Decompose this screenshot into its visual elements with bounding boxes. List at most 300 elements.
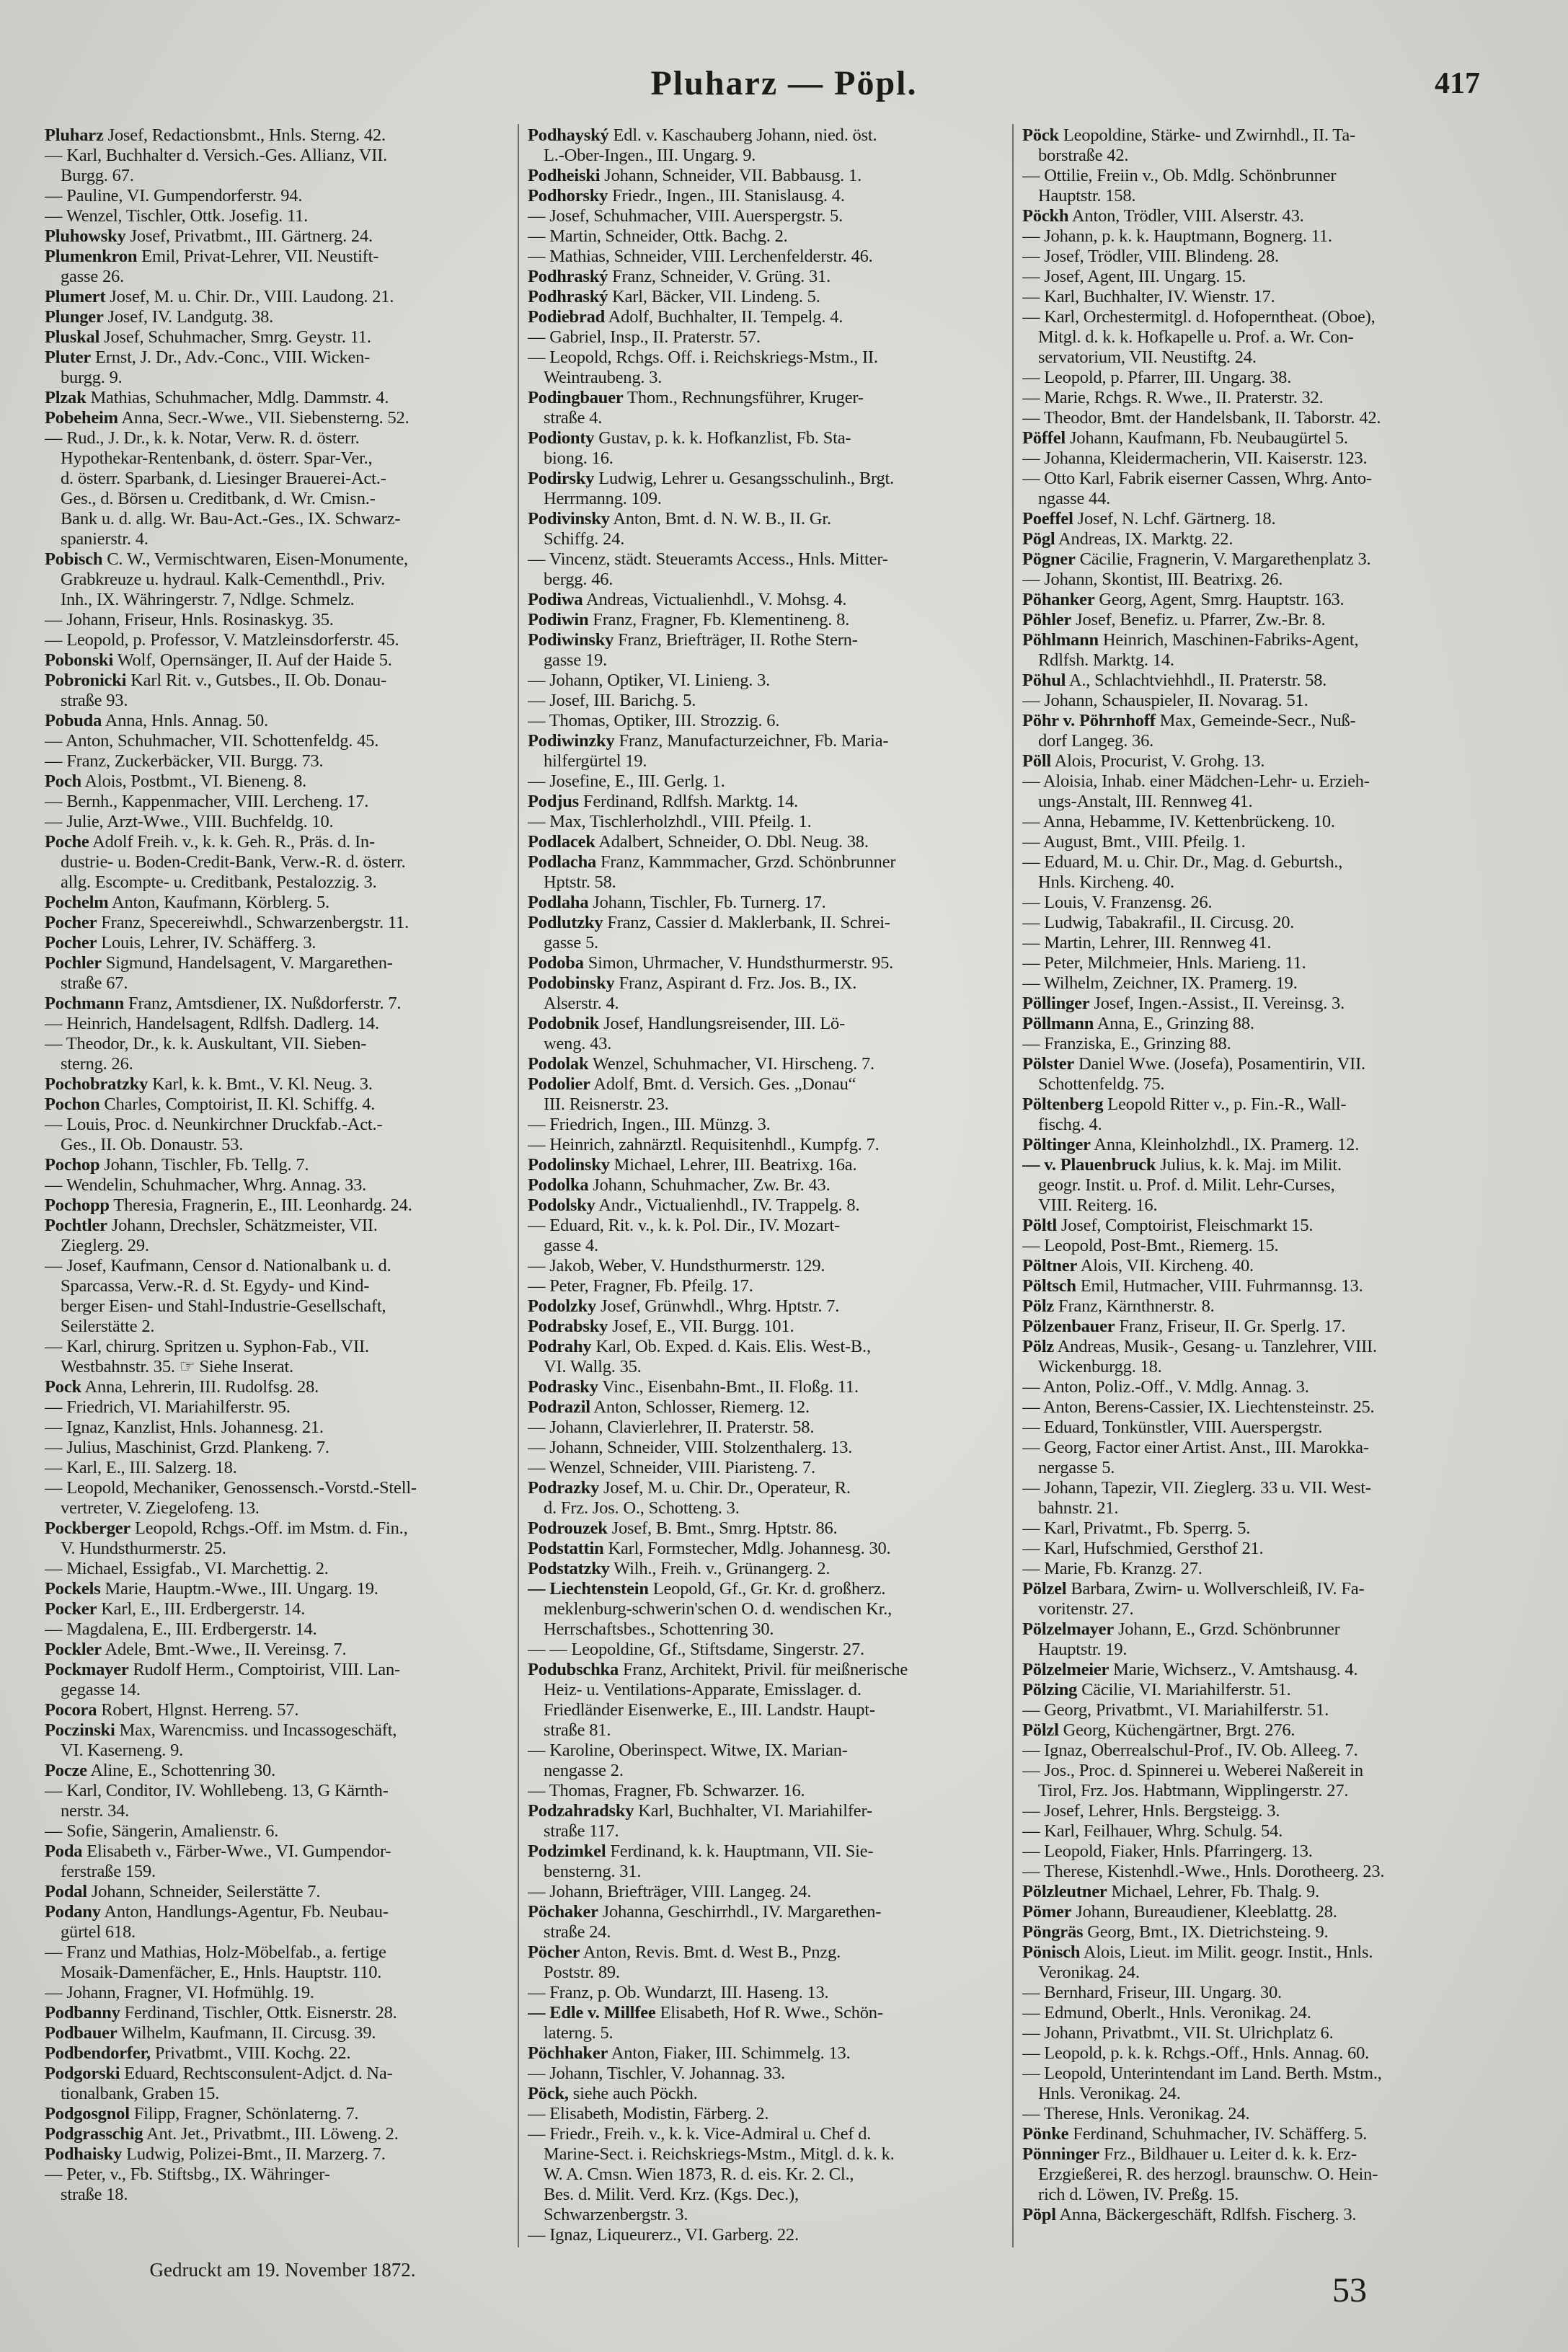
entry-text: Anton, Kaufmann, Körblerg. 5. bbox=[108, 893, 329, 912]
directory-entry bbox=[45, 1660, 521, 1680]
entry-line bbox=[528, 1761, 1004, 1781]
entry-line bbox=[1022, 1518, 1498, 1539]
entry-surname: Podobinsky bbox=[528, 973, 615, 993]
entry-text: Schiffg. 24. bbox=[544, 529, 625, 549]
entry-text: Louis, Lehrer, IV. Schäfferg. 3. bbox=[97, 933, 316, 952]
entry-text: — Jakob, Weber, V. Hundsthurmerstr. 129. bbox=[528, 1256, 825, 1276]
entry-text: — Ignaz, Kanzlist, Hnls. Johannesg. 21. bbox=[45, 1418, 324, 1437]
entry-text: — Josef, Kaufmann, Censor d. Nationalbank u. d. bbox=[45, 1256, 391, 1276]
directory-entry bbox=[45, 247, 521, 267]
entry-text: Franz, Friseur, II. Gr. Sperlg. 17. bbox=[1115, 1317, 1346, 1336]
entry-line bbox=[1022, 1761, 1498, 1781]
entry-text: gegasse 14. bbox=[61, 1680, 141, 1699]
entry-line bbox=[528, 1498, 1004, 1518]
entry-text: Marie, Hauptm.-Wwe., III. Ungarg. 19. bbox=[100, 1579, 378, 1599]
entry-line bbox=[1022, 1236, 1498, 1256]
entry-surname: Podzahradsky bbox=[528, 1801, 634, 1821]
entry-surname: Podbendorfer, bbox=[45, 2043, 151, 2063]
entry-line bbox=[1022, 2023, 1498, 2043]
entry-text: Franz, Kärnthnerstr. 8. bbox=[1054, 1296, 1215, 1316]
directory-entry bbox=[1022, 1337, 1498, 1357]
directory-entry bbox=[1022, 610, 1498, 630]
entry-line bbox=[528, 1821, 1004, 1842]
entry-text: Anna, Hnls. Annag. 50. bbox=[102, 711, 269, 730]
entry-surname: Podolsky bbox=[528, 1195, 595, 1215]
entry-text: biong. 16. bbox=[544, 448, 614, 468]
entry-text: servatorium, VII. Neustiftg. 24. bbox=[1038, 348, 1257, 367]
entry-text: — Johann, Tapezir, VII. Zieglerg. 33 u. VII. West- bbox=[1022, 1478, 1371, 1498]
entry-surname: Pöltner bbox=[1022, 1256, 1078, 1276]
entry-text: — Karl, Conditor, IV. Wohllebeng. 13, G Kärnth- bbox=[45, 1781, 389, 1800]
directory-entry bbox=[528, 1660, 1004, 1680]
entry-line bbox=[45, 691, 521, 711]
entry-line bbox=[45, 872, 521, 893]
directory-entry bbox=[1022, 2205, 1498, 2225]
entry-text: Marie, Wichserz., V. Amtshausg. 4. bbox=[1109, 1660, 1358, 1679]
entry-text: Grabkreuze u. hydraul. Kalk-Cementhdl., Priv. bbox=[61, 570, 386, 589]
directory-entry bbox=[528, 1074, 1004, 1095]
entry-line bbox=[528, 1882, 1004, 1902]
entry-line bbox=[45, 448, 521, 469]
entry-line bbox=[528, 1862, 1004, 1882]
entry-line bbox=[528, 812, 1004, 832]
entry-text: Franz, Amtsdiener, IX. Nußdorferstr. 7. bbox=[124, 994, 402, 1013]
entry-line bbox=[528, 1276, 1004, 1296]
entry-line bbox=[528, 1983, 1004, 2003]
entry-line bbox=[528, 408, 1004, 428]
directory-entry bbox=[45, 2043, 521, 2064]
entry-text: Ges., d. Börsen u. Creditbank, d. Wr. Cmisn.- bbox=[61, 489, 376, 508]
entry-line bbox=[45, 1801, 521, 1821]
entry-text: Schwarzenbergstr. 3. bbox=[544, 2205, 688, 2224]
directory-entry bbox=[528, 1579, 1004, 1599]
entry-text: Charles, Comptoirist, II. Kl. Schiffg. 4. bbox=[99, 1095, 376, 1114]
entry-surname: Pluharz bbox=[45, 125, 104, 145]
directory-entry bbox=[45, 2104, 521, 2124]
directory-column-2 bbox=[528, 125, 1004, 2245]
entry-text: — Thomas, Optiker, III. Strozzig. 6. bbox=[528, 711, 780, 730]
entry-text: Leopold, Rchgs.-Off. im Mstm. d. Fin., bbox=[130, 1518, 408, 1538]
entry-text: Weintraubeng. 3. bbox=[544, 368, 663, 387]
entry-text: — Bernhard, Friseur, III. Ungarg. 30. bbox=[1022, 1983, 1282, 2002]
entry-text: Anton, Handlungs-Agentur, Fb. Neubau- bbox=[100, 1902, 389, 1922]
entry-line bbox=[45, 1438, 521, 1458]
directory-entry bbox=[528, 731, 1004, 751]
entry-text: Adalbert, Schneider, O. Dbl. Neug. 38. bbox=[595, 832, 869, 852]
entry-line bbox=[45, 812, 521, 832]
entry-text: d. österr. Sparbank, d. Liesinger Brauerei-Act.- bbox=[61, 469, 386, 488]
directory-entry bbox=[528, 852, 1004, 872]
entry-surname: Pöll bbox=[1022, 751, 1052, 771]
entry-text: vertreter, V. Ziegelofeng. 13. bbox=[61, 1498, 260, 1518]
entry-line bbox=[45, 1559, 521, 1579]
entry-line bbox=[1022, 570, 1498, 590]
entry-text: VI. Kaserneng. 9. bbox=[61, 1741, 184, 1760]
entry-text: — Johann, Skontist, III. Beatrixg. 26. bbox=[1022, 570, 1283, 589]
entry-line bbox=[528, 1922, 1004, 1942]
entry-line bbox=[528, 1418, 1004, 1438]
entry-line bbox=[45, 1135, 521, 1155]
entry-text: Adolf Freih. v., k. k. Geh. R., Präs. d. In- bbox=[89, 832, 375, 852]
entry-text: Josef, Comptoirist, Fleischmarkt 15. bbox=[1057, 1216, 1314, 1235]
directory-entry bbox=[528, 1296, 1004, 1317]
entry-text: — Louis, V. Franzensg. 26. bbox=[1022, 893, 1213, 912]
entry-text: Johann, Tischler, Fb. Turnerg. 17. bbox=[588, 893, 826, 912]
entry-text: — Johann, Optiker, VI. Linieng. 3. bbox=[528, 671, 771, 690]
entry-line bbox=[1022, 448, 1498, 469]
entry-line bbox=[528, 1115, 1004, 1135]
directory-entry bbox=[1022, 630, 1498, 650]
entry-text: Andr., Victualienhdl., IV. Trappelg. 8. bbox=[595, 1195, 860, 1215]
entry-surname: — v. Plauenbruck bbox=[1022, 1155, 1156, 1175]
entry-line bbox=[45, 1256, 521, 1276]
entry-text: — Johann, Clavierlehrer, II. Praterstr. 58. bbox=[528, 1418, 815, 1437]
entry-surname: Pluskal bbox=[45, 327, 100, 347]
entry-surname: Pochobratzky bbox=[45, 1074, 149, 1094]
entry-line bbox=[528, 226, 1004, 247]
entry-line bbox=[528, 691, 1004, 711]
directory-entry bbox=[528, 973, 1004, 994]
entry-line bbox=[528, 1034, 1004, 1054]
directory-entry bbox=[1022, 1942, 1498, 1963]
entry-text: Ferdinand, Schuhmacher, IV. Schäfferg. 5. bbox=[1068, 2124, 1368, 2144]
entry-text: — Otto Karl, Fabrik eiserner Cassen, Whrg. Anto- bbox=[1022, 469, 1372, 488]
entry-line bbox=[1022, 691, 1498, 711]
entry-line bbox=[45, 610, 521, 630]
entry-line bbox=[1022, 1862, 1498, 1882]
entry-line bbox=[1022, 1115, 1498, 1135]
entry-text: Julius, k. k. Maj. im Milit. bbox=[1156, 1155, 1342, 1175]
entry-text: weng. 43. bbox=[544, 1034, 612, 1053]
entry-text: Hnls. Veronikag. 24. bbox=[1038, 2084, 1181, 2103]
directory-entry bbox=[45, 1882, 521, 1902]
entry-text: Franz, Kammmacher, Grzd. Schönbrunner bbox=[596, 852, 896, 872]
entry-line bbox=[45, 469, 521, 489]
entry-text: — Leopold, p. k. k. Rchgs.-Off., Hnls. Annag. 60. bbox=[1022, 2043, 1370, 2063]
entry-surname: Podlacek bbox=[528, 832, 595, 852]
entry-text: Heiz- u. Ventilations-Apparate, Emisslager. d. bbox=[544, 1680, 861, 1699]
entry-text: — Anna, Hebamme, IV. Kettenbrückeng. 10. bbox=[1022, 812, 1335, 831]
entry-line bbox=[528, 2064, 1004, 2084]
entry-text: Karl, Formstecher, Mdlg. Johannesg. 30. bbox=[603, 1539, 891, 1558]
entry-surname: Pluhowsky bbox=[45, 226, 126, 246]
entry-line bbox=[1022, 408, 1498, 428]
entry-surname: Pöcher bbox=[528, 1942, 580, 1962]
entry-line bbox=[45, 1821, 521, 1842]
entry-line bbox=[1022, 1821, 1498, 1842]
entry-text: Josef, Schuhmacher, Smrg. Geystr. 11. bbox=[99, 327, 371, 347]
entry-text: Johann, Bureaudiener, Kleeblattg. 28. bbox=[1071, 1902, 1337, 1922]
directory-entry bbox=[45, 832, 521, 852]
directory-entry bbox=[528, 1518, 1004, 1539]
entry-text: straße 18. bbox=[61, 2185, 128, 2204]
entry-text: Hypothekar-Rentenbank, d. österr. Spar-Ver., bbox=[61, 448, 373, 468]
entry-line bbox=[45, 1054, 521, 1074]
entry-surname: Pobisch bbox=[45, 549, 103, 569]
entry-line bbox=[528, 247, 1004, 267]
entry-line bbox=[1022, 1741, 1498, 1761]
entry-line bbox=[45, 267, 521, 287]
entry-text: straße 4. bbox=[544, 408, 603, 428]
entry-text: Privatbmt., VIII. Kochg. 22. bbox=[150, 2043, 351, 2063]
entry-text: — Karl, Orchestermitgl. d. Hofoperntheat. (Oboe), bbox=[1022, 307, 1376, 327]
entry-surname: Podlaha bbox=[528, 893, 589, 912]
entry-line bbox=[528, 1599, 1004, 1619]
entry-surname: Podzimkel bbox=[528, 1842, 606, 1861]
entry-line bbox=[45, 166, 521, 186]
entry-text: — Heinrich, Handelsagent, Rdlfsh. Dadlerg. 14. bbox=[45, 1014, 379, 1033]
entry-surname: Pluter bbox=[45, 348, 92, 367]
entry-text: geogr. Instit. u. Prof. d. Milit. Lehr-Curses, bbox=[1038, 1175, 1335, 1195]
entry-line bbox=[1022, 1640, 1498, 1660]
entry-text: — Michael, Essigfab., VI. Marchettig. 2. bbox=[45, 1559, 329, 1578]
entry-surname: Pockmayer bbox=[45, 1660, 129, 1679]
entry-text: — Ignaz, Oberrealschul-Prof., IV. Ob. Alleeg. 7. bbox=[1022, 1741, 1358, 1760]
entry-text: Heinrich, Maschinen-Fabriks-Agent, bbox=[1098, 630, 1359, 650]
entry-text: Poststr. 89. bbox=[544, 1963, 620, 1982]
entry-text: W. A. Cmsn. Wien 1873, R. d. eis. Kr. 2. Cl., bbox=[544, 2165, 854, 2184]
entry-line bbox=[528, 2165, 1004, 2185]
entry-text: Schottenfeldg. 75. bbox=[1038, 1074, 1165, 1094]
directory-entry bbox=[45, 2144, 521, 2165]
directory-entry bbox=[528, 469, 1004, 489]
entry-text: nergasse 5. bbox=[1038, 1458, 1115, 1477]
entry-text: Anton, Bmt. d. N. W. B., II. Gr. bbox=[609, 509, 831, 529]
entry-surname: Podrouzek bbox=[528, 1518, 608, 1538]
directory-entry bbox=[45, 1195, 521, 1216]
entry-text: — Wenzel, Schneider, VIII. Piaristeng. 7. bbox=[528, 1458, 815, 1477]
entry-surname: Podrabsky bbox=[528, 1317, 608, 1336]
entry-surname: Podgorski bbox=[45, 2064, 120, 2083]
entry-text: — Franz, Zuckerbäcker, VII. Burgg. 73. bbox=[45, 751, 324, 771]
entry-text: allg. Escompte- u. Creditbank, Pestalozzig. 3. bbox=[61, 872, 377, 892]
entry-text: — Wenzel, Tischler, Ottk. Josefig. 11. bbox=[45, 206, 309, 226]
entry-text: — Josef, Agent, III. Ungarg. 15. bbox=[1022, 267, 1246, 286]
directory-entry bbox=[1022, 671, 1498, 691]
directory-entry bbox=[528, 166, 1004, 186]
entry-text: Hauptstr. 19. bbox=[1038, 1640, 1128, 1659]
entry-surname: Plumert bbox=[45, 287, 106, 306]
entry-surname: Pölzelmeier bbox=[1022, 1660, 1109, 1679]
entry-line bbox=[45, 1498, 521, 1518]
entry-line bbox=[528, 368, 1004, 388]
entry-line bbox=[45, 1014, 521, 1034]
directory-entry bbox=[528, 125, 1004, 146]
entry-line bbox=[1022, 1963, 1498, 1983]
entry-text: Anton, Trödler, VIII. Alserstr. 43. bbox=[1068, 206, 1304, 226]
entry-line bbox=[528, 1700, 1004, 1720]
directory-entry bbox=[1022, 1135, 1498, 1155]
entry-text: Wenzel, Schuhmacher, VI. Hirscheng. 7. bbox=[588, 1054, 874, 1074]
entry-surname: Pockels bbox=[45, 1579, 101, 1599]
entry-line bbox=[1022, 1781, 1498, 1801]
entry-text: — Max, Tischlerholzhdl., VIII. Pfeilg. 1. bbox=[528, 812, 812, 831]
entry-surname: Pönke bbox=[1022, 2124, 1069, 2144]
entry-text: Mosaik-Damenfächer, E., Hnls. Hauptstr. 110. bbox=[61, 1963, 382, 1982]
entry-line bbox=[528, 751, 1004, 772]
directory-entry bbox=[1022, 1095, 1498, 1115]
directory-entry bbox=[45, 893, 521, 913]
entry-surname: Pöhlmann bbox=[1022, 630, 1099, 650]
entry-text: Josef, Benefiz. u. Pfarrer, Zw.-Br. 8. bbox=[1071, 610, 1326, 629]
entry-line bbox=[1022, 1034, 1498, 1054]
entry-text: Josef, M. u. Chir. Dr., Operateur, R. bbox=[599, 1478, 851, 1498]
entry-line bbox=[528, 448, 1004, 469]
entry-surname: Pochelm bbox=[45, 893, 109, 912]
entry-text: Johann, Schuhmacher, Zw. Br. 43. bbox=[588, 1175, 830, 1195]
entry-text: Ges., II. Ob. Donaustr. 53. bbox=[61, 1135, 244, 1154]
entry-text: Johann, E., Grzd. Schönbrunner bbox=[1114, 1619, 1340, 1639]
entry-text: Herrmanng. 109. bbox=[544, 489, 662, 508]
entry-text: gürtel 618. bbox=[61, 1922, 136, 1942]
entry-text: gasse 19. bbox=[544, 650, 608, 670]
directory-entry bbox=[1022, 1216, 1498, 1236]
entry-text: Vinc., Eisenbahn-Bmt., II. Floßg. 11. bbox=[598, 1377, 859, 1397]
entry-surname: Podal bbox=[45, 1882, 87, 1901]
entry-text: — Magdalena, E., III. Erdbergerstr. 14. bbox=[45, 1619, 317, 1639]
entry-text: C. W., Vermischtwaren, Eisen-Monumente, bbox=[102, 549, 408, 569]
directory-entry bbox=[528, 832, 1004, 852]
print-date-note: Gedruckt am 19. November 1872. bbox=[149, 2259, 416, 2281]
entry-line bbox=[45, 1115, 521, 1135]
entry-surname: Pölzelmayer bbox=[1022, 1619, 1115, 1639]
entry-text: bensterng. 31. bbox=[544, 1862, 642, 1881]
entry-line bbox=[1022, 893, 1498, 913]
directory-entry bbox=[528, 1317, 1004, 1337]
entry-text: — Wilhelm, Zeichner, IX. Pramerg. 19. bbox=[1022, 973, 1298, 993]
entry-line bbox=[45, 1397, 521, 1418]
entry-text: Josef, N. Lchf. Gärtnerg. 18. bbox=[1073, 509, 1276, 529]
entry-text: — Louis, Proc. d. Neunkirchner Druckfab.-Act.- bbox=[45, 1115, 383, 1134]
entry-text: Karl, E., III. Erdbergerstr. 14. bbox=[97, 1599, 306, 1619]
entry-surname: Poche bbox=[45, 832, 89, 852]
entry-text: Thom., Rechnungsführer, Kruger- bbox=[623, 388, 864, 407]
directory-entry bbox=[1022, 1155, 1498, 1175]
entry-surname: Podrazky bbox=[528, 1478, 600, 1498]
entry-text: Andreas, IX. Marktg. 22. bbox=[1055, 529, 1233, 549]
entry-line bbox=[528, 2144, 1004, 2165]
directory-entry bbox=[528, 287, 1004, 307]
entry-text: Johann, Schneider, Seilerstätte 7. bbox=[87, 1882, 321, 1901]
entry-text: — Heinrich, zahnärztl. Requisitenhdl., Kumpfg. 7. bbox=[528, 1135, 880, 1154]
entry-text: — Leopold, Rchgs. Off. i. Reichskriegs-Mstm., II. bbox=[528, 348, 878, 367]
entry-surname: Plunger bbox=[45, 307, 104, 327]
entry-surname: Pöhr v. Pöhrnhoff bbox=[1022, 711, 1156, 730]
entry-text: — Josef, Trödler, VIII. Blindeng. 28. bbox=[1022, 247, 1279, 266]
directory-entry bbox=[528, 267, 1004, 287]
entry-surname: Pobeheim bbox=[45, 408, 118, 428]
entry-text: — Ludwig, Tabakrafil., II. Circusg. 20. bbox=[1022, 913, 1295, 932]
entry-line bbox=[45, 1236, 521, 1256]
entry-text: — Karl, Privatmt., Fb. Sperrg. 5. bbox=[1022, 1518, 1251, 1538]
entry-line bbox=[528, 650, 1004, 671]
entry-text: Franz, Aspirant d. Frz. Jos. B., IX. bbox=[614, 973, 857, 993]
directory-column-1 bbox=[45, 125, 521, 2205]
directory-entry bbox=[1022, 206, 1498, 226]
entry-surname: Podhayský bbox=[528, 125, 609, 145]
entry-surname: Podobnik bbox=[528, 1014, 600, 1033]
entry-surname: Podhaisky bbox=[45, 2144, 123, 2164]
entry-surname: Podolinsky bbox=[528, 1155, 610, 1175]
entry-surname: Pochmann bbox=[45, 994, 125, 1013]
entry-text: Ernst, J. Dr., Adv.-Conc., VIII. Wicken- bbox=[91, 348, 371, 367]
entry-text: — Leopold, p. Pfarrer, III. Ungarg. 38. bbox=[1022, 368, 1292, 387]
entry-line bbox=[1022, 1478, 1498, 1498]
entry-text: — Karl, Feilhauer, Whrg. Schulg. 54. bbox=[1022, 1821, 1283, 1841]
directory-entry bbox=[528, 186, 1004, 206]
entry-line bbox=[1022, 247, 1498, 267]
entry-text: bergg. 46. bbox=[544, 570, 614, 589]
entry-surname: Podolier bbox=[528, 1074, 590, 1094]
entry-line bbox=[1022, 731, 1498, 751]
entry-text: Aline, E., Schottenring 30. bbox=[87, 1761, 275, 1780]
entry-line bbox=[45, 146, 521, 166]
entry-line bbox=[45, 1619, 521, 1640]
entry-text: Gustav, p. k. k. Hofkanzlist, Fb. Sta- bbox=[594, 428, 851, 448]
entry-text: — Georg, Factor einer Artist. Anst., III. Marokka- bbox=[1022, 1438, 1369, 1457]
directory-entry bbox=[45, 1902, 521, 1922]
entry-surname: Podiwa bbox=[528, 590, 583, 609]
directory-entry bbox=[528, 1054, 1004, 1074]
entry-line bbox=[45, 1862, 521, 1882]
entry-text: — August, Bmt., VIII. Pfeilg. 1. bbox=[1022, 832, 1246, 852]
entry-text: Alois, Lieut. im Milit. geogr. Instit., Hnls. bbox=[1080, 1942, 1373, 1962]
entry-surname: Podbauer bbox=[45, 2023, 118, 2043]
entry-text: Franz, Schneider, V. Grüng. 31. bbox=[608, 267, 831, 286]
entry-surname: Podheiski bbox=[528, 166, 601, 185]
entry-surname: Podolka bbox=[528, 1175, 589, 1195]
entry-text: sterng. 26. bbox=[61, 1054, 133, 1074]
entry-text: — Leopold, Unterintendant im Land. Berth. Mstm., bbox=[1022, 2064, 1382, 2083]
entry-line bbox=[528, 2225, 1004, 2245]
entry-text: Wilhelm, Kaufmann, II. Circusg. 39. bbox=[117, 2023, 376, 2043]
entry-line bbox=[528, 1135, 1004, 1155]
entry-line bbox=[1022, 2185, 1498, 2205]
directory-entry bbox=[1022, 529, 1498, 549]
entry-text: Anton, Fiaker, III. Schimmelg. 13. bbox=[608, 2043, 851, 2063]
entry-text: Josef, M. u. Chir. Dr., VIII. Laudong. 21. bbox=[105, 287, 394, 306]
entry-text: Rdlfsh. Marktg. 14. bbox=[1038, 650, 1174, 670]
entry-text: — Leopold, Mechaniker, Genossensch.-Vorstd.-Stell- bbox=[45, 1478, 417, 1498]
entry-line bbox=[45, 1680, 521, 1700]
directory-entry bbox=[45, 650, 521, 671]
entry-text: Friedländer Eisenwerke, E., III. Landstr. Haupt- bbox=[544, 1700, 875, 1720]
entry-text: Wolf, Opernsänger, II. Auf der Haide 5. bbox=[113, 650, 392, 670]
entry-line bbox=[528, 1256, 1004, 1276]
entry-text: — Johanna, Kleidermacherin, VII. Kaiserstr. 123. bbox=[1022, 448, 1368, 468]
directory-entry bbox=[1022, 590, 1498, 610]
entry-surname: Pögl bbox=[1022, 529, 1055, 549]
entry-line bbox=[45, 630, 521, 650]
entry-surname: Pöckh bbox=[1022, 206, 1069, 226]
directory-entry bbox=[1022, 2144, 1498, 2165]
entry-surname: Podiwinzky bbox=[528, 731, 615, 751]
directory-entry bbox=[45, 1074, 521, 1095]
entry-text: Emil, Privat-Lehrer, VII. Neustift- bbox=[137, 247, 379, 266]
entry-text: Josef, Privatbmt., III. Gärtnerg. 24. bbox=[125, 226, 373, 246]
directory-entry bbox=[45, 1155, 521, 1175]
entry-text: borstraße 42. bbox=[1038, 146, 1129, 165]
directory-entry bbox=[1022, 1014, 1498, 1034]
entry-text: Cäcilie, Fragnerin, V. Margarethenplatz 3. bbox=[1075, 549, 1371, 569]
entry-text: Ant. Jet., Privatbmt., III. Löweng. 2. bbox=[143, 2124, 399, 2144]
entry-line bbox=[528, 994, 1004, 1014]
entry-line bbox=[528, 206, 1004, 226]
entry-line bbox=[45, 1357, 521, 1377]
entry-text: Eduard, Rechtsconsulent-Adjct. d. Na- bbox=[120, 2064, 393, 2083]
entry-text: Herrschaftsbes., Schottenring 30. bbox=[544, 1619, 774, 1639]
entry-surname: Pöltenberg bbox=[1022, 1095, 1104, 1114]
